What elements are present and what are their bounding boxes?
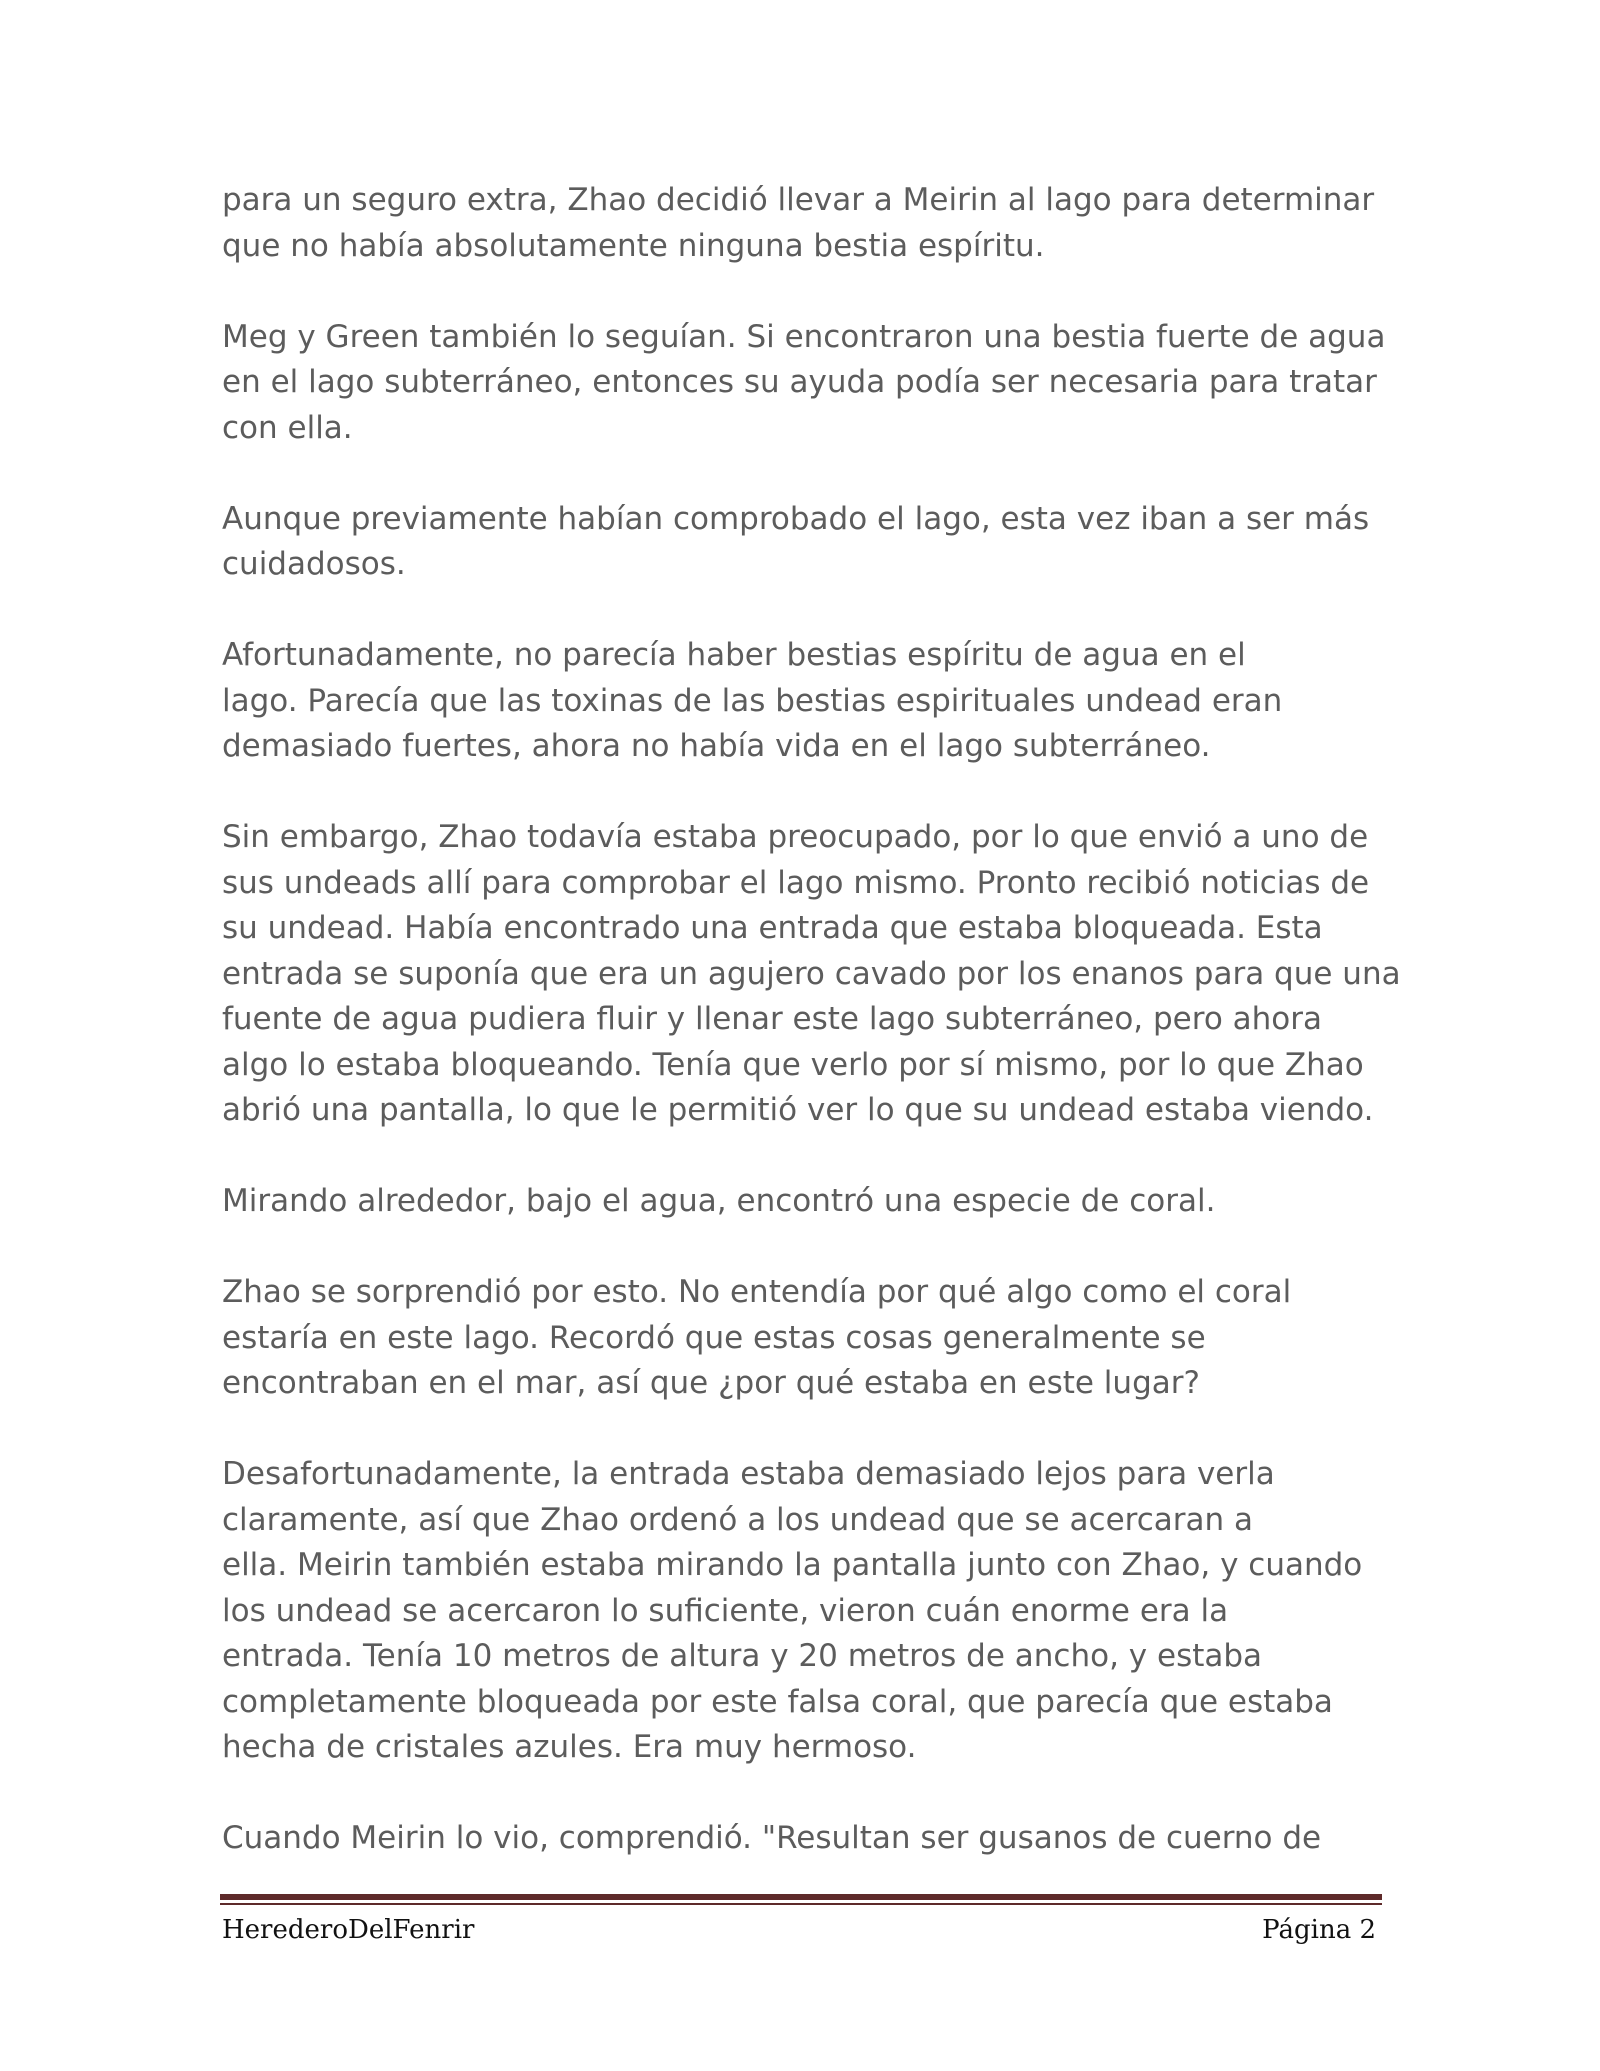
paragraph-3 [222, 497, 1382, 588]
paragraph-2 [222, 315, 1386, 452]
text-line: Mirando alrededor, bajo el agua, encontró una especie de coral. [222, 1183, 1216, 1219]
paragraph-4 [222, 633, 1382, 770]
footer-page-number: Página 2 [1262, 1915, 1376, 1945]
text-line: los undead se acercaron lo suficiente, vieron cuán enorme era la [222, 1592, 1229, 1629]
footer-rule-thick [220, 1894, 1382, 1900]
text-line: lago. Parecía que las toxinas de las bestias espirituales undead eran [222, 682, 1283, 719]
page-body [222, 178, 1401, 1862]
paragraph-7 [222, 1270, 1382, 1407]
text-line: abrió una pantalla, lo que le permitió ver lo que su undead estaba viendo. [222, 1092, 1374, 1128]
text-line: hecha de cristales azules. Era muy hermoso. [222, 1729, 917, 1765]
text-line: encontraban en el mar, así que ¿por qué estaba en este lugar? [222, 1365, 1200, 1401]
paragraph-9 [222, 1816, 1382, 1862]
text-line: para un seguro extra, Zhao decidió llevar a Meirin al lago para determinar [222, 182, 1375, 218]
paragraph-1 [222, 178, 1382, 269]
paragraph-8 [222, 1452, 1382, 1771]
footer-author: HerederoDelFenrir [222, 1915, 475, 1945]
text-line: su undead. Había encontrado una entrada que estaba bloqueada. Esta [222, 910, 1323, 946]
text-line: sus undeads allí para comprobar el lago mismo. Pronto recibió noticias de [222, 864, 1370, 901]
text-line: Sin embargo, Zhao todavía estaba preocupado, por lo que envió a uno de [222, 819, 1369, 855]
text-line: ella. Meirin también estaba mirando la pantalla junto con Zhao, y cuando [222, 1547, 1363, 1583]
text-line: claramente, así que Zhao ordenó a los undead que se acercaran a [222, 1501, 1253, 1538]
text-line: estaría en este lago. Recordó que estas cosas generalmente se [222, 1319, 1206, 1356]
text-line: cuidadosos. [222, 546, 406, 582]
footer-rule-thin [220, 1903, 1382, 1905]
text-line: entrada se suponía que era un agujero cavado por los enanos para que una [222, 955, 1401, 992]
text-line: demasiado fuertes, ahora no había vida en el lago subterráneo. [222, 728, 1211, 764]
text-line: completamente bloqueada por este falsa coral, que parecía que estaba [222, 1683, 1333, 1720]
text-line: Cuando Meirin lo vio, comprendió. "Resultan ser gusanos de cuerno de [222, 1820, 1322, 1856]
paragraph-5 [222, 815, 1401, 1134]
text-line: en el lago subterráneo, entonces su ayuda podía ser necesaria para tratar [222, 364, 1377, 400]
text-line: Aunque previamente habían comprobado el lago, esta vez iban a ser más [222, 500, 1370, 537]
text-line: fuente de agua pudiera fluir y llenar este lago subterráneo, pero ahora [222, 1001, 1322, 1037]
text-line: entrada. Tenía 10 metros de altura y 20 metros de ancho, y estaba [222, 1638, 1263, 1674]
text-line: Desafortunadamente, la entrada estaba demasiado lejos para verla [222, 1456, 1275, 1492]
text-line: Afortunadamente, no parecía haber bestias espíritu de agua en el [222, 637, 1246, 673]
text-line: Zhao se sorprendió por esto. No entendía por qué algo como el coral [222, 1274, 1292, 1310]
text-line: con ella. [222, 409, 353, 446]
text-line: algo lo estaba bloqueando. Tenía que verlo por sí mismo, por lo que Zhao [222, 1046, 1364, 1083]
paragraph-6 [222, 1179, 1382, 1225]
text-line: Meg y Green también lo seguían. Si encontraron una bestia fuerte de agua [222, 318, 1386, 355]
text-line: que no había absolutamente ninguna bestia espíritu. [222, 227, 1045, 264]
